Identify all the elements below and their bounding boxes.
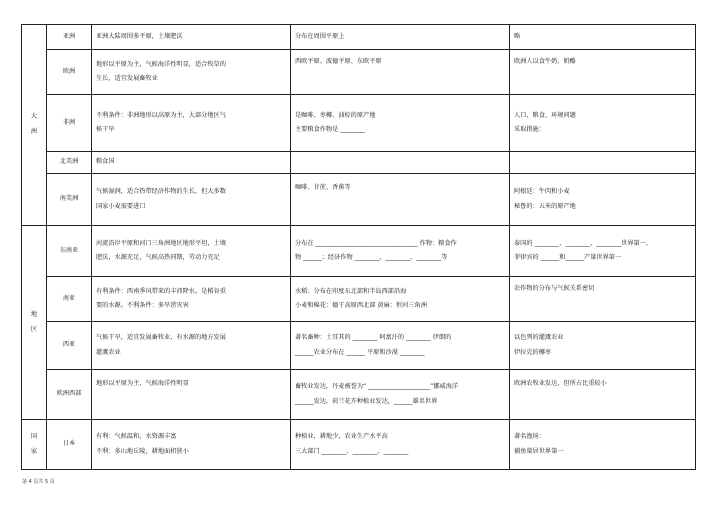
distribution-cell: 分布在 _________________________________ 作物：粮食作 物 ______；经济作物 ________、________、________等 — [291, 226, 510, 277]
page-footer: 第 4 页共 5 页 — [22, 479, 55, 485]
notes-cell: 以色列的灌溉农业 伊拉克的椰枣 — [510, 322, 696, 370]
distribution-cell: 种植业，耕地少，农业生产水平高 三大部门 ________、________、________ — [291, 420, 510, 470]
region-name: 欧洲 — [47, 50, 92, 95]
region-name: 北美洲 — [47, 152, 92, 174]
table-row — [22, 277, 696, 322]
condition-cell: 不利条件：非洲地形以高原为主，大部分地区气 候干旱 — [92, 95, 291, 152]
distribution-cell: 著名畜种：土耳其的 ________ 阿富汗的 ________ 伊朗的 ______农业分布在 ______ 平原和沙漠 ________ — [291, 322, 510, 370]
table-row — [22, 25, 696, 50]
condition-cell: 河流沿岸平原和河口三角洲地区地形平坦，土壤 肥沃，水源充足，气候高热同期，劳动力充足 — [92, 226, 291, 277]
condition-cell: 地形以平原为主，气候海洋性明显 — [92, 370, 291, 420]
region-name: 西亚 — [47, 322, 92, 370]
agriculture-table — [21, 24, 696, 470]
condition-cell: 亚洲大陆周围多平原，土壤肥沃 — [92, 25, 291, 50]
notes-cell: 阿根廷：牛肉和小麦 秘鲁的：五米的原产地 — [510, 174, 696, 226]
notes-cell: 略 — [510, 25, 696, 50]
notes-cell: 泰国的 ________、________、________世界第一， 菲律宾的 ______和______产量世界第一 — [510, 226, 696, 277]
table-row — [22, 152, 696, 174]
distribution-cell: 畜牧业发达，丹麦被誉为“ ____________________”挪威海洋 ______发达，荷兰花卉种植业发达，______雄名世界 — [291, 370, 510, 420]
table-row — [22, 370, 696, 420]
region-name: 南亚 — [47, 277, 92, 322]
region-name: 日本 — [47, 420, 92, 470]
distribution-cell: 分布在周围平原上 — [291, 25, 510, 50]
notes-cell: 著名渔场： 捕鱼量居世界第一 — [510, 420, 696, 470]
distribution-cell: 是咖啡、枣椰、油棕的原产地 主要粮食作物是 ________ — [291, 95, 510, 152]
condition-cell: 粮食国 — [92, 152, 291, 174]
table-row — [22, 420, 696, 470]
table-row — [22, 322, 696, 370]
table-row — [22, 226, 696, 277]
notes-cell: 人口、粮食、环境问题 采取措施： — [510, 95, 696, 152]
distribution-cell: 咖啡、甘蔗、香蕉等 — [291, 174, 510, 226]
category-continent: 大 洲 — [22, 25, 47, 226]
category-country: 国 家 — [22, 420, 47, 470]
distribution-cell: 西欧平原、波德平原、东欧平原 — [291, 50, 510, 95]
distribution-cell — [291, 152, 510, 174]
document-page — [21, 24, 696, 470]
table-row — [22, 95, 696, 152]
region-name: 欧洲西部 — [47, 370, 92, 420]
notes-cell — [510, 152, 696, 174]
region-name: 南美洲 — [47, 174, 92, 226]
notes-cell: 欧洲人以食牛奶、奶酪 — [510, 50, 696, 95]
notes-cell: 农作物的分布与气候关系密切 — [510, 277, 696, 322]
condition-cell: 气候湿润，适合热带经济作物的生长，但大多数 国家小麦需要进口 — [92, 174, 291, 226]
condition-cell: 地形以平原为主，气候海洋性明显，适合牧草的 生长，适宜发展畜牧业 — [92, 50, 291, 95]
distribution-cell: 水稻：分布在印度东北部和半岛西部沿海 小麦和棉花：德干高原西北部 黄麻：恒河三角洲 — [291, 277, 510, 322]
category-region: 地 区 — [22, 226, 47, 420]
table-row — [22, 174, 696, 226]
condition-cell: 有利条件：西南季风带来的丰沛降水。是稻谷重 要的水源。不利条件：多旱涝灾害 — [92, 277, 291, 322]
condition-cell: 有利：气候温和，水资源丰富 不利：多山地丘陵，耕地面积狭小 — [92, 420, 291, 470]
region-name: 非洲 — [47, 95, 92, 152]
region-name: 东南亚 — [47, 226, 92, 277]
table-row — [22, 50, 696, 95]
condition-cell: 气候干旱，适宜发展畜牧业，有水源的地方发展 灌溉农业 — [92, 322, 291, 370]
notes-cell: 欧洲农牧业发达，但所占比重较小 — [510, 370, 696, 420]
region-name: 亚洲 — [47, 25, 92, 50]
